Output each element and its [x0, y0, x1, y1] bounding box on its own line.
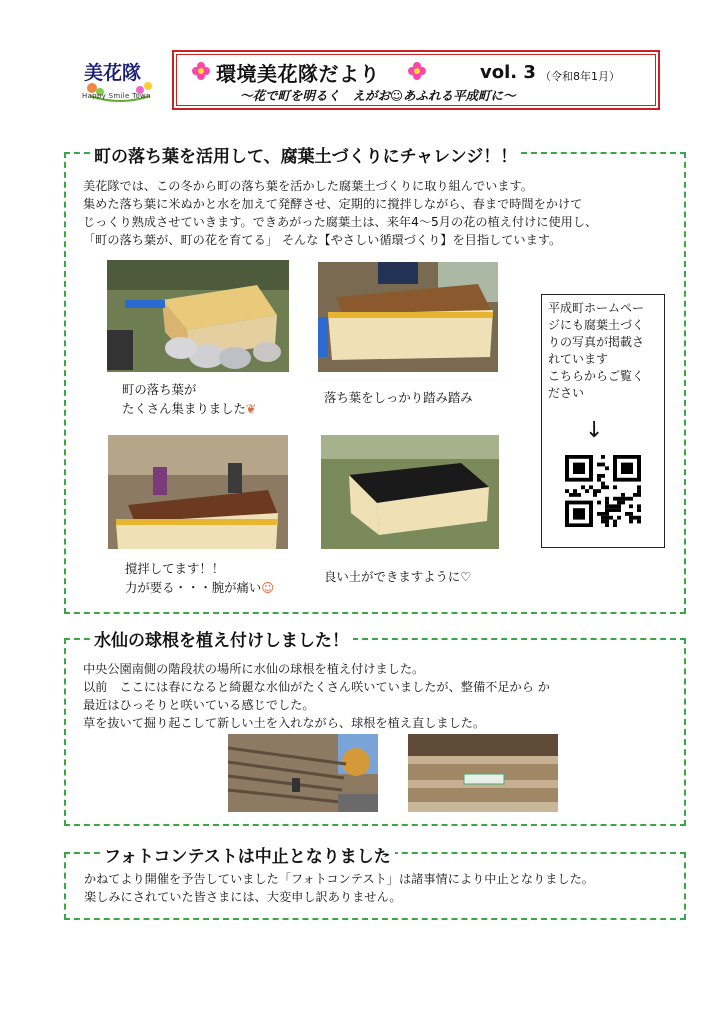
leaf-icon: ❦	[245, 401, 257, 416]
logo-subtext: Happy Smile Town	[82, 92, 151, 100]
section-title: フォトコンテストは中止となりました	[100, 842, 395, 867]
qr-code[interactable]	[565, 455, 641, 527]
section-paragraph: 中央公園南側の階段状の場所に水仙の球根を植え付けました。 以前 ここには春になると綺麗な水仙がたくさん咲いていましたが、整備不足から か 最近はひっそりと咲いている感じでした。 草を抜いて掘り起こして新しい土を入れながら、球根を植え直しました。	[83, 662, 550, 730]
newsletter-title: 環境美花隊だより	[216, 62, 380, 86]
photo-caption: 良い土ができますように♡	[324, 569, 472, 584]
flower-icon	[192, 62, 210, 80]
section-paragraph: かねてより開催を予告していました「フォトコンテスト」は諸事情により中止となりました。 楽しみにされていた皆さまには、大変申し訳ありません。	[84, 872, 594, 904]
photo-leaves-collected	[107, 260, 289, 372]
volume-number: vol. 3	[480, 62, 536, 83]
issue-date: （令和8年1月）	[540, 70, 620, 83]
photo-caption: 町の落ち葉が たくさん集まりました❦	[122, 382, 257, 416]
photo-planted-bed	[408, 734, 558, 812]
photo-stepping-leaves	[318, 262, 498, 372]
homepage-note-text: 平成町ホームペー ジにも腐葉土づく りの写真が掲載さ れています こちらからご覧く ださい	[548, 301, 645, 400]
photo-terraced-slope	[228, 734, 378, 812]
photo-covered-bin	[321, 435, 499, 549]
photo-caption: 撹拌してます！！ 力が要る・・・腕が痛い☺	[125, 561, 275, 595]
section-paragraph: 美花隊では、この冬から町の落ち葉を活かした腐葉土づくりに取り組んでいます。 集めた落ち葉に米ぬかと水を加えて発酵させ、定期的に撹拌しながら、春まで時間をかけて じっくり熟成させていきます。できあがった腐葉土は、来年4〜5月の花の植え付けに使用し、 「町の落ち葉が、町の花を育てる」 そんな【やさしい循環づくり】を目指しています。	[83, 179, 598, 247]
photo-stirring	[108, 435, 288, 549]
logo-text: 美花隊	[84, 62, 142, 84]
newsletter-subtitle: 〜花で町を明るく えがお☺あふれる平成町に〜	[240, 88, 516, 103]
section-title: 水仙の球根を植え付けしました！	[90, 626, 353, 651]
down-arrow-icon: ↓	[585, 418, 604, 443]
laughing-face-icon: ☺	[261, 580, 275, 595]
section-title: 町の落ち葉を活用して、腐葉土づくりにチャレンジ！！	[90, 142, 521, 167]
flower-icon	[408, 62, 426, 80]
photo-caption: 落ち葉をしっかり踏み踏み	[324, 390, 473, 405]
